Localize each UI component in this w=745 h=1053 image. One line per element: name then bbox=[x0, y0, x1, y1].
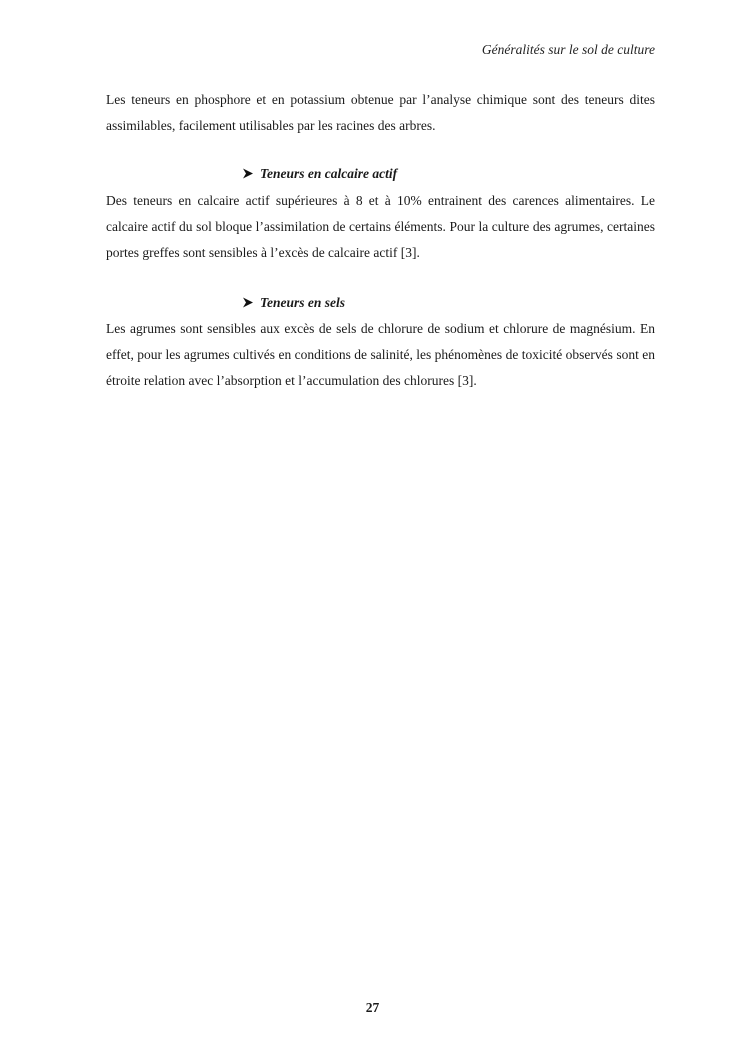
paragraph-sels: Les agrumes sont sensibles aux excès de sels de chlorure de sodium et chlorure de magnésium. En effet, pour les agrumes cultivés en conditions de salinité, les phénomènes de toxicité observés sont en étroite relation avec l’absorption et l’accumulation des chlorures [3]. bbox=[106, 321, 655, 388]
section-title-sels: Teneurs en sels bbox=[260, 295, 346, 310]
section-title-calcaire: Teneurs en calcaire actif bbox=[260, 166, 398, 181]
arrowhead-bullet-icon bbox=[242, 297, 254, 308]
page-number: 27 bbox=[365, 1000, 380, 1015]
paragraph-intro: Les teneurs en phosphore et en potassium obtenue par l’analyse chimique sont des teneurs dites assimilables, facilement utilisables par les racines des arbres. bbox=[106, 92, 655, 133]
section-heading-calcaire bbox=[242, 166, 397, 182]
arrowhead-bullet-icon bbox=[242, 168, 254, 179]
section-heading-sels bbox=[242, 295, 345, 311]
running-header: Généralités sur le sol de culture bbox=[481, 42, 655, 57]
paragraph-calcaire: Des teneurs en calcaire actif supérieures à 8 et à 10% entrainent des carences alimentaires. Le calcaire actif du sol bloque l’assimilation de certains éléments. Pour la culture des agrumes, certaines portes greffes sont sensibles à l’excès de calcaire actif [3]. bbox=[106, 193, 655, 260]
